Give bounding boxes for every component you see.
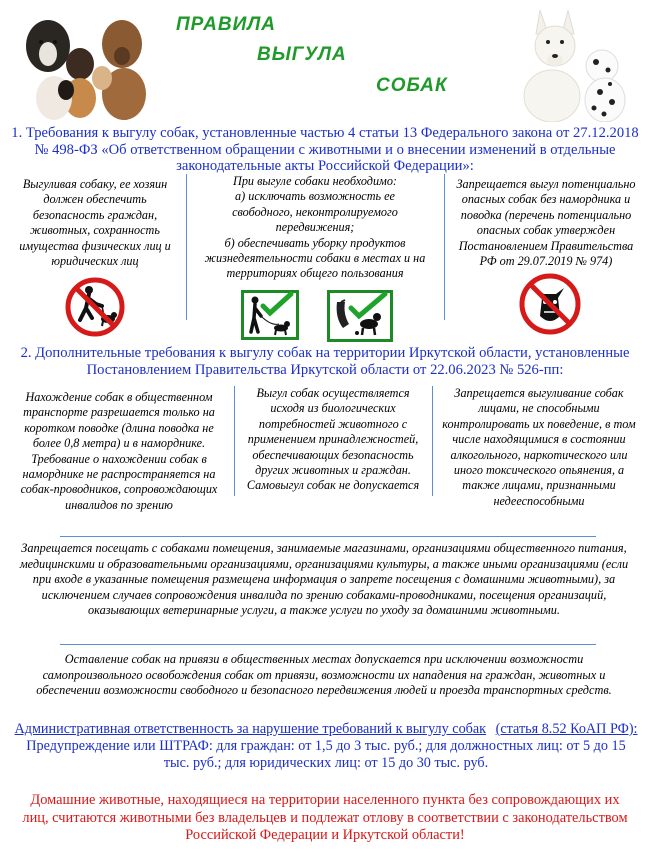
koap-article-reference: (статья 8.52 КоАП РФ): — [495, 721, 638, 737]
fine-amounts: Предупреждение или ШТРАФ: для граждан: от 1,5 до 3 тыс. руб.; для должностных лиц: от 5 до 15 тыс. руб.; для юридических лиц: от 15 до 30 тыс. руб. — [26, 738, 626, 771]
no-muzzle-dog-icon — [518, 272, 582, 336]
title-line-3: СОБАК — [376, 75, 448, 96]
section2-walking-needs-text: Выгул собак осуществляется исходя из биологических потребностей животного с применением принадлежностей, обеспечивающих безопасность других животных и граждан. Самовыгул собак не допускается — [246, 386, 420, 493]
title-line-1: ПРАВИЛА — [176, 14, 277, 35]
walk-requirements-lead: При выгуле собаки необходимо: — [233, 174, 397, 188]
liability-block — [6, 721, 646, 772]
section-divider — [60, 644, 596, 645]
section2-transport-text: Нахождение собак в общественном транспорте разрешается только на коротком поводке (длина поводка не более 0,8 метра) и в наморднике. Требование о нахождении собак в наморднике не распространяется на собак-проводников, сопровождающих инвалидов по зрению — [20, 390, 218, 512]
white-dog-and-dalmatian-photo — [510, 4, 632, 122]
walk-requirement-b: б) обеспечивать уборку продуктов жизнедеятельности собаки в местах и на территориях общего пользования — [204, 235, 426, 281]
column-divider — [432, 386, 433, 496]
column-divider — [444, 174, 445, 320]
section1-dangerous-dogs-text: Запрещается выгул потенциально опасных собак без намордника и поводка (перечень потенциально опасных собак утвержден Постановлением Правительства РФ от 29.07.2019 № 974) — [456, 177, 636, 269]
premises-ban-paragraph: Запрещается посещать с собаками помещения, занимаемые магазинами, организациями общественного питания, медицинскими и образовательными организациями, организациями культуры, а также иными организациями (если при входе в указанные помещения размещена информация о запрете посещения с домашними животными), за исключением случаев сопровождения инвалида по зрению собаками-проводниками, посещения организаций, оказывающих ветеринарные услуги, а также услуги по уходу за домашними животными. — [19, 541, 629, 618]
tethering-paragraph: Оставление собак на привязи в общественных местах допускается при исключении возможности самопроизвольного освобождения собак от привязи, возможности их нападения на граждан, животных и обеспечении возможности свободного и безопасного передвижения людей и проезда транспортных средств. — [36, 652, 612, 698]
section1-heading: 1. Требования к выгулу собак, установленные частью 4 статьи 13 Федерального закона от 27.12.2018 № 498-ФЗ «Об ответственном обращении с животными и о внесении изменений в отдельные законодательные акты Российской Федерации»: — [11, 125, 639, 174]
title-line-2: ВЫГУЛА — [257, 44, 347, 65]
column-divider — [234, 386, 235, 496]
walk-requirement-a: а) исключать возможность ее свободного, неконтролируемого передвижения; — [232, 189, 398, 235]
section1-owner-duty-text: Выгуливая собаку, ее хозяин должен обеспечить безопасность граждан, животных, сохранность имущества физических лиц и юридических лиц — [19, 177, 171, 269]
liability-title: Административная ответственность за нарушение требований к выгулу собак — [14, 721, 487, 737]
section-divider — [60, 536, 596, 537]
leash-walking-check-icon — [241, 290, 299, 340]
section2-heading: 2. Дополнительные требования к выгулу собак на территории Иркутской области, установленные Постановлением Правительства Иркутской области от 22.06.2023 № 526-пп: — [20, 345, 630, 378]
stray-animals-warning: Домашние животные, находящиеся на территории населенного пункта без сопровождающих их лиц, считаются животными без владельцев и подлежат отлову в соответствии с законодательством Российской Федерации и Иркутской области! — [22, 792, 628, 844]
column-divider — [186, 174, 187, 320]
liability-heading — [6, 721, 646, 738]
no-dog-walking-icon — [64, 276, 126, 338]
dog-waste-cleanup-check-icon — [327, 290, 393, 342]
dogs-group-photo — [14, 6, 152, 120]
section2-prohibited-persons-text: Запрещается выгуливание собак лицами, не способными контролировать их поведение, в том числе находящимися в состоянии алкогольного, наркотического или иного токсического опьянения, а также лицами, признанными недееспособными — [442, 386, 636, 508]
section1-walk-requirements — [194, 174, 436, 282]
